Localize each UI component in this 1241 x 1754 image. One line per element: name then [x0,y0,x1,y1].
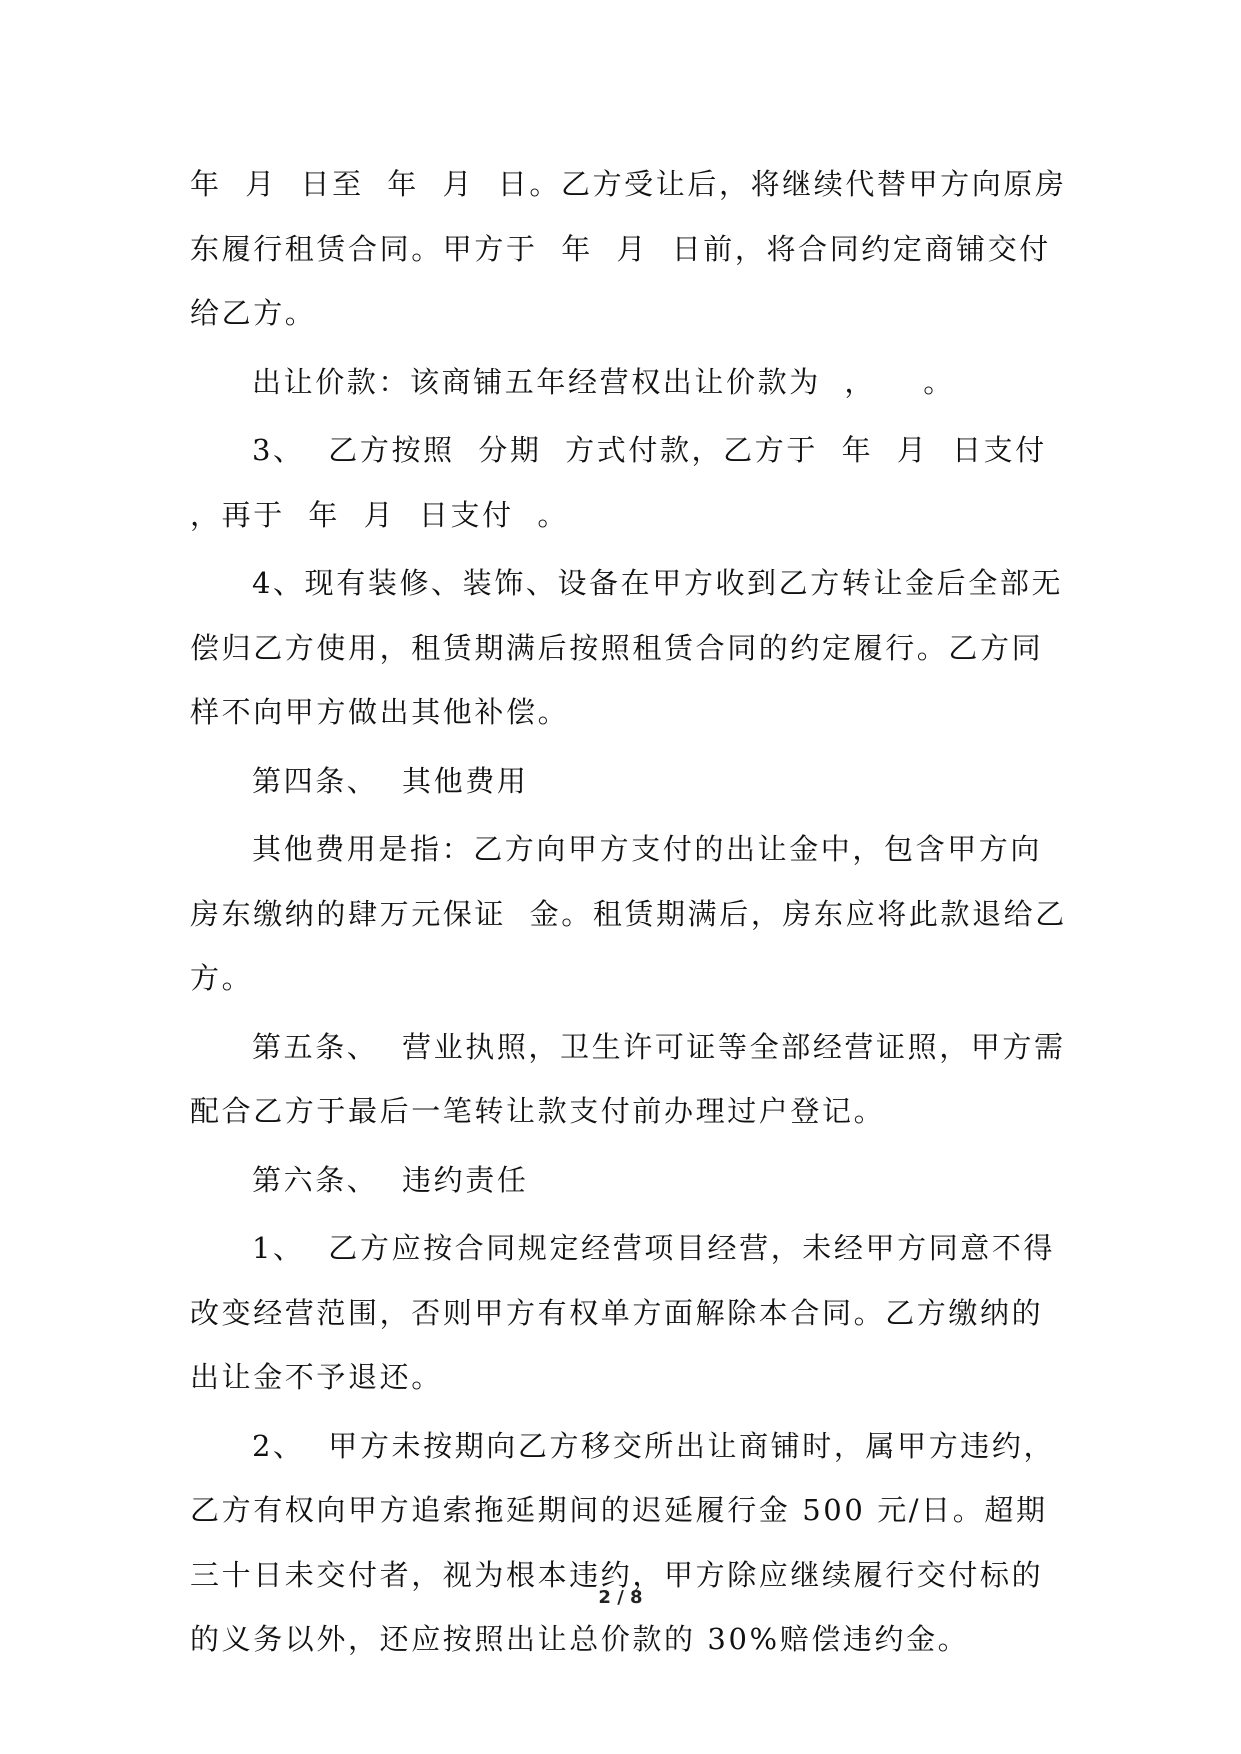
paragraph-3: 3、 乙方按照 分期 方式付款，乙方于 年 月 日支付 ，再于 年 月 日支付 。 [190,433,1071,532]
section-heading-article-4: 第四条、 其他费用 [252,763,529,798]
section-heading-article-6: 第六条、 违约责任 [252,1162,529,1197]
paragraph-9: 1、 乙方应按合同规定经营项目经营，未经甲方同意不得改变经营范围，否则甲方有权单方面解除本合同。乙方缴纳的出让金不予退还。 [190,1231,1056,1394]
page-number: 2 / 8 [598,1587,643,1608]
paragraph-6: 其他费用是指：乙方向甲方支付的出让金中，包含甲方向房东缴纳的肆万元保证 金。租赁期满后，房东应将此款退给乙方。 [190,832,1067,995]
paragraph-10: 2、 甲方未按期向乙方移交所出让商铺时，属甲方违约，乙方有权向甲方追索拖延期间的迟延履行金 500 元/日。超期三十日未交付者，视为根本违约，甲方除应继续履行交付标的的义务以外，还应按照出让总价款的 30%赔偿违约金。 [190,1428,1056,1656]
paragraph-4: 4、现有装修、装饰、设备在甲方收到乙方转让金后全部无偿归乙方使用，租赁期满后按照租赁合同的约定履行。乙方同样不向甲方做出其他补偿。 [190,566,1064,729]
paragraph-article-5: 第五条、 营业执照，卫生许可证等全部经营证照，甲方需配合乙方于最后一笔转让款支付前办理过户登记。 [190,1029,1066,1128]
paragraph-1: 年 月 日至 年 月 日。乙方受让后，将继续代替甲方向原房东履行租赁合同。甲方于 年 月 日前，将合同约定商铺交付给乙方。 [190,167,1067,330]
paragraph-2: 出让价款：该商铺五年经营权出让价款为 ， 。 [252,364,955,399]
document-body [190,152,1070,1676]
